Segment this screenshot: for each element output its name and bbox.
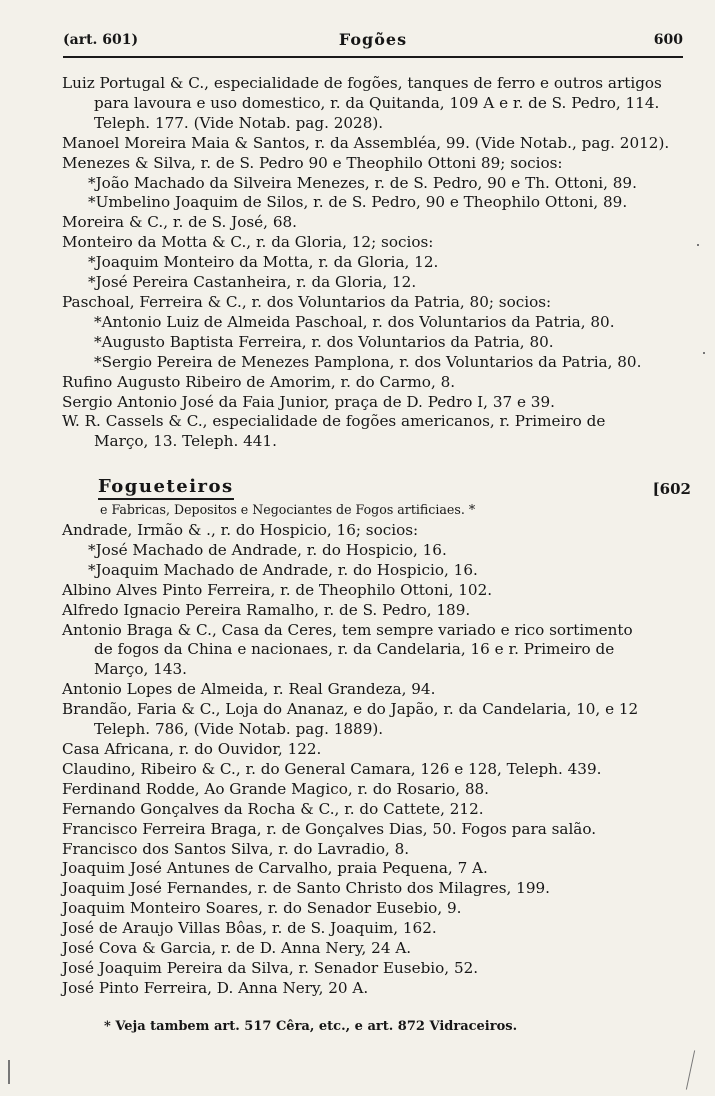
fogoes-listing	[62, 74, 690, 452]
entry-line: Março, 13. Teleph. 441.	[94, 432, 277, 451]
entry-line: Albino Alves Pinto Ferreira, r. de Theophilo Ottoni, 102.	[62, 580, 493, 599]
entry-line: Brandão, Faria & C., Loja do Ananaz, e do Japão, r. da Candelaria, 10, e 12	[62, 700, 639, 719]
entry-line: para lavoura e uso domestico, r. da Quitanda, 109 A e r. de S. Pedro, 114.	[94, 93, 660, 112]
list-item	[62, 174, 690, 194]
ink-speck	[697, 244, 699, 246]
list-item	[62, 313, 690, 333]
section-subtitle: e Fabricas, Depositos e Negociantes de Fogos artificiaes. *	[100, 502, 476, 517]
entry-line: Francisco dos Santos Silva, r. do Lavradio, 8.	[62, 839, 410, 858]
entry-line: Teleph. 786, (Vide Notab. pag. 1889).	[94, 720, 384, 739]
list-item	[62, 760, 690, 780]
list-item	[62, 859, 690, 879]
entry-line: José Cova & Garcia, r. de D. Anna Nery, 24 A.	[62, 939, 412, 958]
entry-line: Antonio Lopes de Almeida, r. Real Grandeza, 94.	[62, 680, 436, 699]
entry-line: Ferdinand Rodde, Ao Grande Magico, r. do Rosario, 88.	[62, 779, 489, 798]
entry-line: Joaquim José Antunes de Carvalho, praia Pequena, 7 A.	[62, 859, 488, 878]
entry-line: Casa Africana, r. do Ouvidor, 122.	[62, 739, 322, 758]
list-item	[62, 353, 690, 373]
entry-line: Rufino Augusto Ribeiro de Amorim, r. do Carmo, 8.	[62, 372, 456, 391]
list-item	[62, 273, 690, 293]
ink-speck	[703, 352, 705, 354]
entry-line: de fogos da China e nacionaes, r. da Candelaria, 16 e r. Primeiro de	[94, 640, 615, 659]
entry-line: Sergio Antonio José da Faia Junior, praça de D. Pedro I, 37 e 39.	[62, 392, 555, 411]
entry-line: Paschoal, Ferreira & C., r. dos Voluntarios da Patria, 80; socios:	[62, 292, 552, 311]
list-item	[62, 879, 690, 899]
list-item	[62, 680, 690, 700]
entry-line: José de Araujo Villas Bôas, r. de S. Joaquim, 162.	[62, 919, 437, 938]
footnote: * Veja tambem art. 517 Cêra, etc., e art. 872 Vidraceiros.	[104, 1019, 518, 1034]
entry-line: Francisco Ferreira Braga, r. de Gonçalves Dias, 50. Fogos para salão.	[62, 819, 597, 838]
entry-line: Andrade, Irmão & ., r. do Hospicio, 16; socios:	[62, 521, 419, 539]
entry-line: Joaquim José Fernandes, r. de Santo Christo dos Milagres, 199.	[62, 879, 550, 898]
entry-line: *João Machado da Silveira Menezes, r. de S. Pedro, 90 e Th. Ottoni, 89.	[88, 173, 637, 192]
entry-line: *Sergio Pereira de Menezes Pamplona, r. dos Voluntarios da Patria, 80.	[94, 352, 642, 371]
list-item	[62, 780, 690, 800]
list-item	[62, 919, 690, 939]
list-item	[62, 601, 690, 621]
list-item	[62, 959, 690, 979]
list-item	[62, 74, 690, 134]
section-title: Fogueteiros	[98, 477, 234, 500]
entry-line: Teleph. 177. (Vide Notab. pag. 2028).	[94, 113, 384, 132]
list-item	[62, 193, 690, 213]
entry-line: W. R. Cassels & C., especialidade de fogões americanos, r. Primeiro de	[62, 412, 606, 431]
entry-line: José Joaquim Pereira da Silva, r. Senador Eusebio, 52.	[62, 958, 479, 977]
entry-line: José Pinto Ferreira, D. Anna Nery, 20 A.	[62, 978, 369, 997]
entry-line: *José Pereira Castanheira, r. da Gloria, 12.	[88, 273, 417, 292]
entry-line: Manoel Moreira Maia & Santos, r. da Assembléa, 99. (Vide Notab., pag. 2012).	[62, 133, 670, 152]
list-item	[62, 412, 690, 452]
article-reference: (art. 601)	[63, 32, 139, 48]
list-item	[62, 213, 690, 233]
list-item	[62, 293, 690, 313]
entry-line: *Joaquim Monteiro da Motta, r. da Gloria, 12.	[88, 253, 439, 272]
entry-line: *Augusto Baptista Ferreira, r. dos Voluntarios da Patria, 80.	[94, 332, 554, 351]
entry-line: *Antonio Luiz de Almeida Paschoal, r. dos Voluntarios da Patria, 80.	[94, 312, 615, 331]
list-item	[62, 561, 690, 581]
list-item	[62, 621, 690, 681]
list-item	[62, 800, 690, 820]
entry-line: Fernando Gonçalves da Rocha & C., r. do Cattete, 212.	[62, 799, 484, 818]
list-item	[62, 134, 690, 154]
entry-line: *Joaquim Machado de Andrade, r. do Hospicio, 16.	[88, 560, 478, 579]
list-item	[62, 253, 690, 273]
entry-line: Alfredo Ignacio Pereira Ramalho, r. de S. Pedro, 189.	[62, 600, 471, 619]
entry-line: Monteiro da Motta & C., r. da Gloria, 12; socios:	[62, 233, 434, 252]
list-item	[62, 700, 690, 740]
list-item	[62, 979, 690, 999]
list-item	[62, 939, 690, 959]
entry-line: *Umbelino Joaquim de Silos, r. de S. Pedro, 90 e Theophilo Ottoni, 89.	[88, 193, 628, 212]
fogueteiros-listing	[62, 521, 690, 999]
section-number: [602	[652, 480, 691, 498]
entry-line: Luiz Portugal & C., especialidade de fogões, tanques de ferro e outros artigos	[62, 74, 662, 92]
entry-line: Moreira & C., r. de S. José, 68.	[62, 213, 297, 232]
list-item	[62, 541, 690, 561]
entry-line: Menezes & Silva, r. de S. Pedro 90 e Theophilo Ottoni 89; socios:	[62, 153, 563, 172]
page-title: Fogões	[338, 30, 408, 49]
list-item	[62, 740, 690, 760]
entry-line: Joaquim Monteiro Soares, r. do Senador Eusebio, 9.	[62, 899, 462, 918]
list-item	[62, 899, 690, 919]
ink-speck	[686, 1050, 695, 1089]
entry-line: Março, 143.	[94, 660, 187, 679]
ink-speck	[8, 1060, 10, 1084]
list-item	[62, 393, 690, 413]
list-item	[62, 840, 690, 860]
list-item	[62, 820, 690, 840]
page-header	[63, 28, 683, 58]
list-item	[62, 154, 690, 174]
entry-line: *José Machado de Andrade, r. do Hospicio, 16.	[88, 540, 447, 559]
list-item	[62, 581, 690, 601]
list-item	[62, 333, 690, 353]
list-item	[62, 233, 690, 253]
page-number: 600	[653, 32, 683, 48]
list-item	[62, 521, 690, 541]
entry-line: Antonio Braga & C., Casa da Ceres, tem sempre variado e rico sortimento	[62, 620, 633, 639]
entry-line: Claudino, Ribeiro & C., r. do General Camara, 126 e 128, Teleph. 439.	[62, 759, 602, 778]
list-item	[62, 373, 690, 393]
